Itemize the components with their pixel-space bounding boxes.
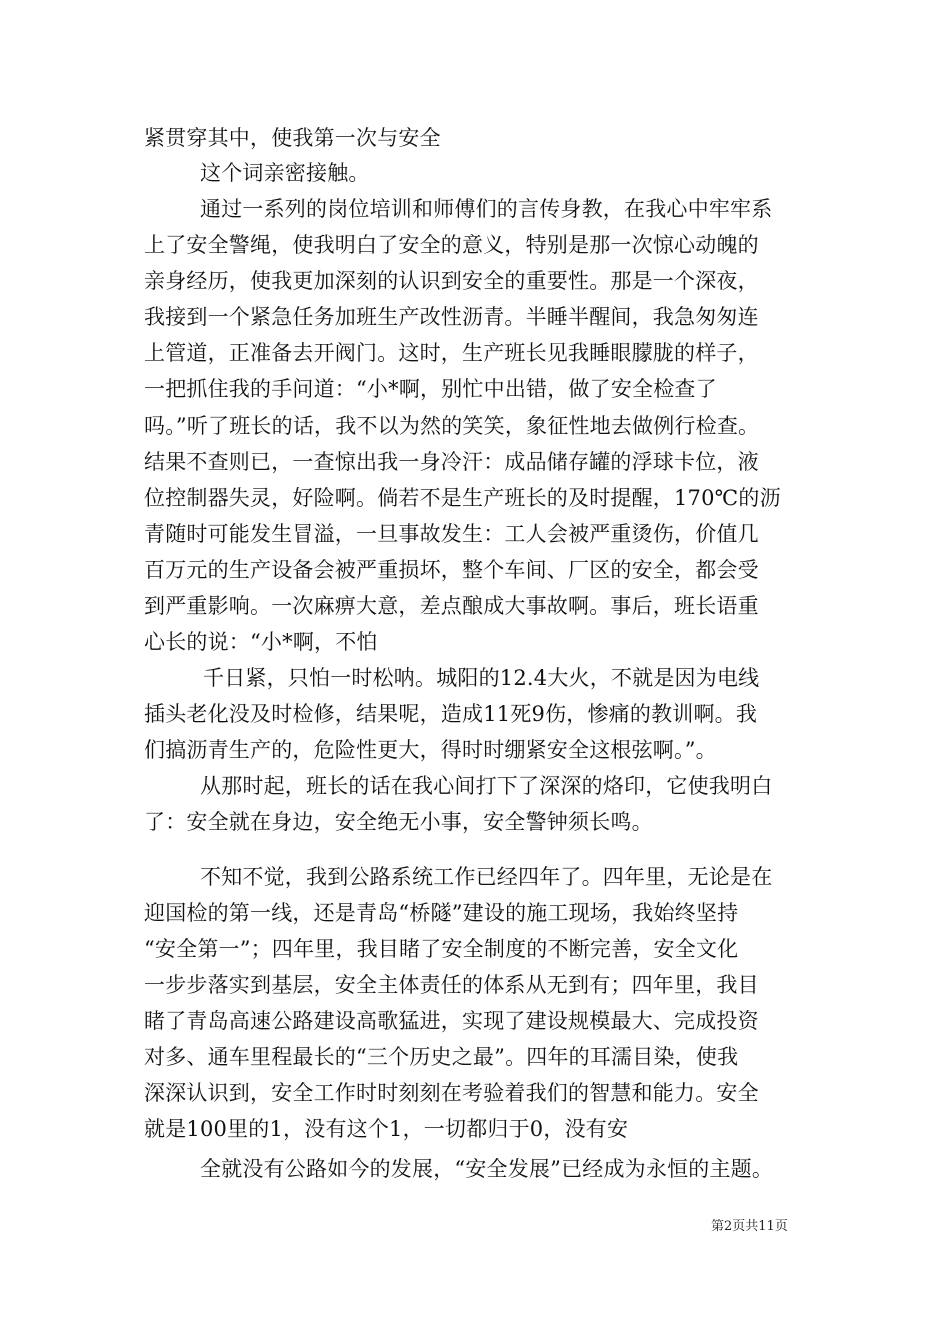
body-text-line: 睹了青岛高速公路建设高歌猛进，实现了建设规模最大、完成投资 [144, 1009, 759, 1033]
body-text-line: “安全第一”；四年里，我目睹了安全制度的不断完善，安全文化 [144, 937, 739, 961]
body-text-line: 位控制器失灵，好险啊。倘若不是生产班长的及时提醒，170℃的沥 [144, 486, 781, 510]
body-text-line: 就是100里的1，没有这个1，一切都归于0，没有安 [144, 1117, 629, 1141]
body-text-line: 百万元的生产设备会被严重损坏，整个车间、厂区的安全，都会受 [144, 558, 759, 582]
body-text-line: 通过一系列的岗位培训和师傅们的言传身教，在我心中牢牢系 [200, 197, 773, 221]
body-text-line: 我接到一个紧急任务加班生产改性沥青。半睡半醒间，我急匆匆连 [144, 305, 759, 329]
body-text-line: 一把抓住我的手问道：“小*啊，别忙中出错，做了安全检查了 [144, 377, 717, 401]
body-text-line: 全就没有公路如今的发展，“安全发展”已经成为永恒的主题。 [200, 1157, 774, 1181]
body-text-line: 们搞沥青生产的，危险性更大，得时时绷紧安全这根弦啊。”。 [144, 738, 717, 762]
body-text-line: 心长的说：“小*啊，不怕 [144, 630, 378, 654]
body-text-line: 到严重影响。一次麻痹大意，差点酿成大事故啊。事后，班长语重 [144, 594, 759, 618]
body-text-line: 紧贯穿其中，使我第一次与安全 [144, 126, 441, 150]
body-text-line: 插头老化没及时检修，结果呢，造成11死9伤，惨痛的教训啊。我 [144, 702, 758, 726]
body-text-line: 迎国检的第一线，还是青岛“桥隧”建设的施工现场，我始终坚持 [144, 901, 739, 925]
body-text-line: 了：安全就在身边，安全绝无小事，安全警钟须长鸣。 [144, 810, 653, 834]
body-text-line: 亲身经历，使我更加深刻的认识到安全的重要性。那是一个深夜， [144, 269, 759, 293]
body-text-line: 对多、通车里程最长的“三个历史之最”。四年的耳濡目染，使我 [144, 1045, 739, 1069]
body-text-line: 一步步落实到基层，安全主体责任的体系从无到有；四年里，我目 [144, 973, 759, 997]
body-text-line: 上管道，正准备去开阀门。这时，生产班长见我睡眼朦胧的样子， [144, 341, 759, 365]
body-text-line: 上了安全警绳，使我明白了安全的意义，特别是那一次惊心动魄的 [144, 233, 759, 257]
body-text-line: 这个词亲密接触。 [200, 161, 370, 185]
body-text-line: 从那时起，班长的话在我心间打下了深深的烙印，它使我明白 [200, 774, 773, 798]
body-text-line: 结果不查则已，一查惊出我一身冷汗：成品储存罐的浮球卡位，液 [144, 450, 759, 474]
body-text-line: 青随时可能发生冒溢，一旦事故发生：工人会被严重烫伤，价值几 [144, 522, 759, 546]
body-text-line: 千日紧，只怕一时松呐。城阳的12.4大火，不就是因为电线 [203, 666, 760, 690]
page-number-footer: 第2页共11页 [711, 1219, 788, 1234]
body-text-line: 吗。”听了班长的话，我不以为然的笑笑，象征性地去做例行检查。 [144, 414, 760, 438]
body-text-line: 深深认识到，安全工作时时刻刻在考验着我们的智慧和能力。安全 [144, 1081, 759, 1105]
body-text-line: 不知不觉，我到公路系统工作已经四年了。四年里，无论是在 [200, 865, 773, 889]
